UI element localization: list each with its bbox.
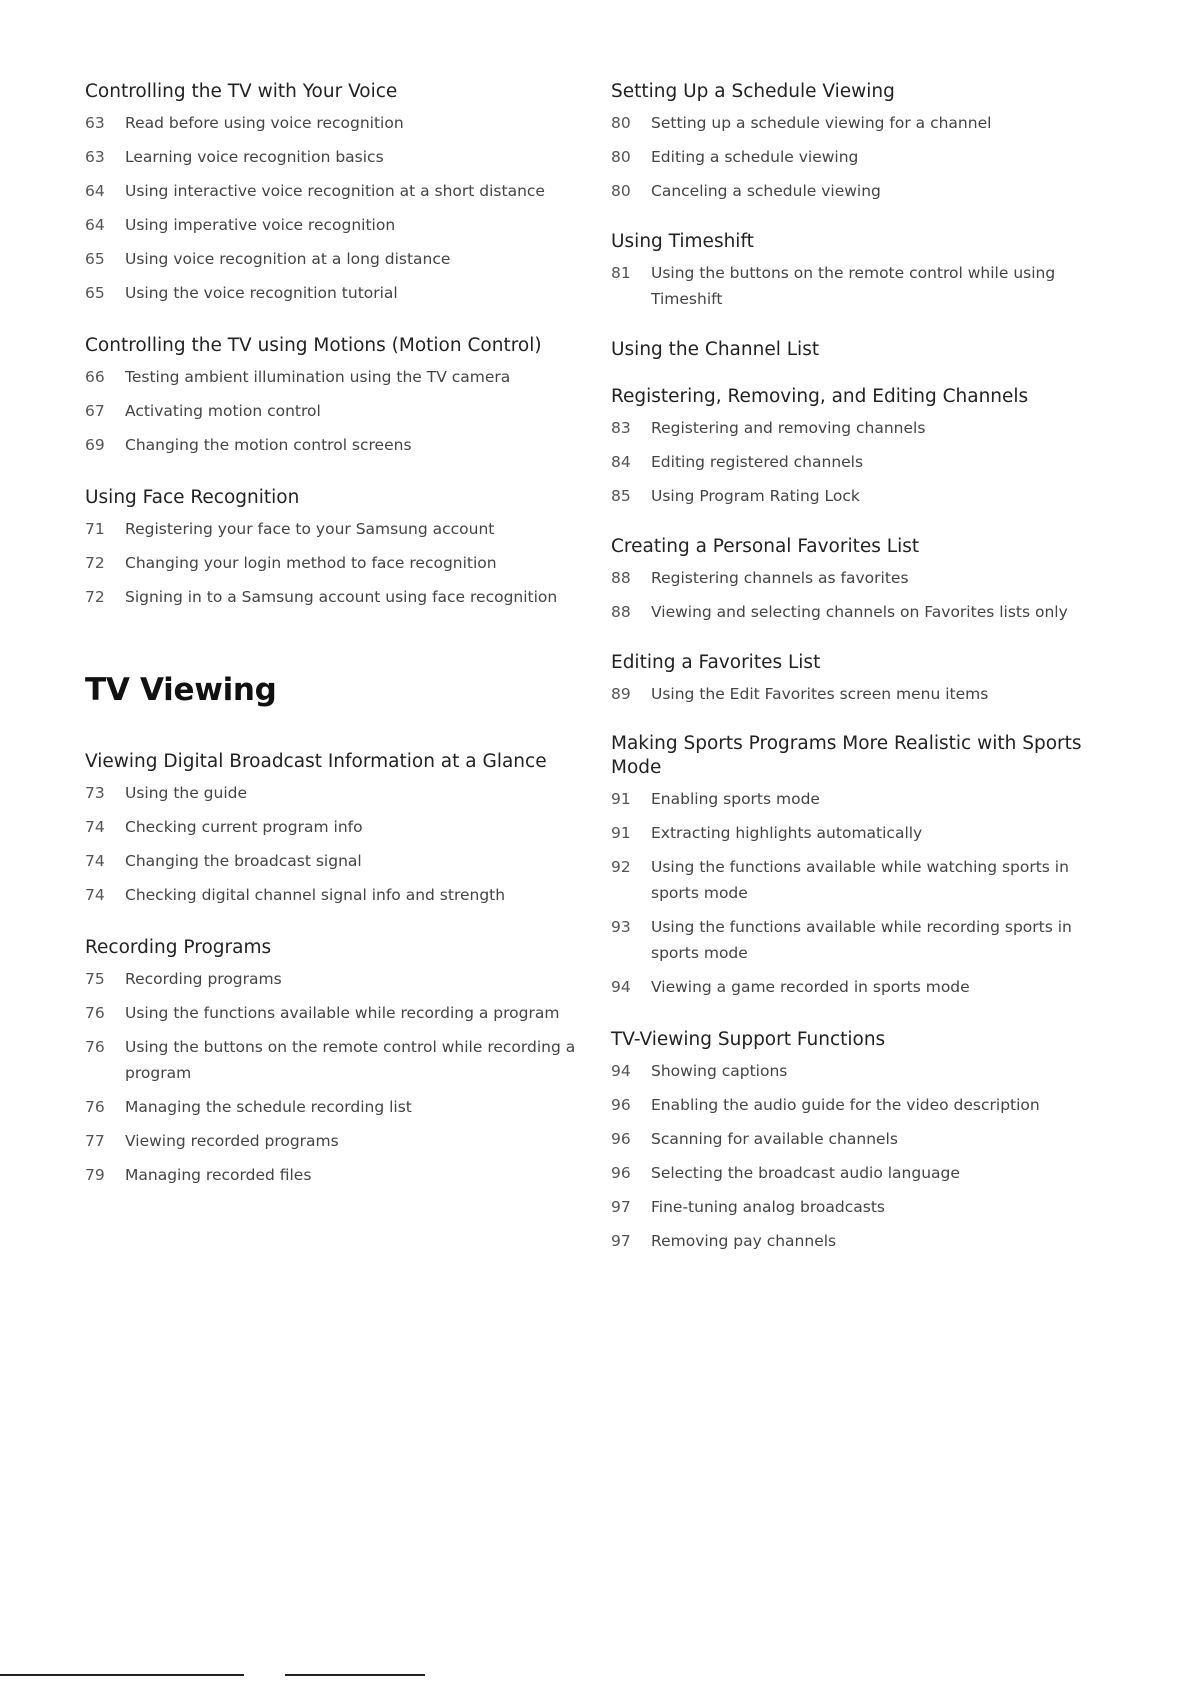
section-heading[interactable]: Recording Programs [85,937,272,958]
entry-title: Using the buttons on the remote control while recording a program [125,1038,576,1082]
page-number: 80 [611,182,631,200]
entry-title: Registering channels as favorites [651,569,909,587]
page-number: 64 [85,182,105,200]
toc-entry[interactable] [85,1128,585,1154]
toc-entry[interactable] [611,449,1091,475]
toc-section [611,535,1091,633]
entry-title: Using voice recognition at a long distance [125,250,451,268]
page-number: 74 [85,852,105,870]
toc-entry[interactable] [611,1058,1091,1084]
page-number: 91 [611,790,631,808]
toc-entry[interactable] [85,1094,585,1120]
page-number: 80 [611,148,631,166]
toc-section [611,732,1091,1008]
section-heading[interactable]: Viewing Digital Broadcast Information at a Glance [85,751,547,772]
page-number: 84 [611,453,631,471]
toc-entry[interactable] [85,780,585,806]
toc-section [611,651,1091,715]
toc-entry[interactable] [611,786,1091,812]
page-number: 85 [611,487,631,505]
toc-entry[interactable] [85,516,585,542]
entry-title: Using the functions available while watching sports in sports mode [651,858,1069,902]
entry-title: Changing the broadcast signal [125,852,362,870]
page-number: 72 [85,588,105,606]
entry-title: Registering and removing channels [651,419,926,437]
page-number: 76 [85,1004,105,1022]
page-number: 65 [85,284,105,302]
section-heading[interactable]: Controlling the TV using Motions (Motion Control) [85,335,542,356]
page-number: 93 [611,918,631,936]
toc-entry[interactable] [85,848,585,874]
footer-rule [285,1674,425,1676]
page-number: 83 [611,419,631,437]
toc-section [85,750,585,916]
section-heading[interactable]: Using Timeshift [611,231,754,252]
page-number: 88 [611,603,631,621]
entry-title: Editing registered channels [651,453,864,471]
entry-title: Registering your face to your Samsung account [125,520,495,538]
toc-entry[interactable] [85,398,585,424]
toc-entry[interactable] [611,974,1091,1000]
entry-title: Editing a schedule viewing [651,148,859,166]
entry-title: Removing pay channels [651,1232,837,1250]
entry-title: Using the Edit Favorites screen menu items [651,685,989,703]
page-number: 67 [85,402,105,420]
entry-title: Using the guide [125,784,248,802]
entry-title: Viewing a game recorded in sports mode [651,978,970,996]
page-number: 94 [611,1062,631,1080]
entry-title: Activating motion control [125,402,321,420]
section-heading[interactable]: Setting Up a Schedule Viewing [611,81,895,102]
toc-entry[interactable] [611,820,1091,846]
page-number: 63 [85,114,105,132]
toc-entry[interactable] [611,178,1091,204]
toc-entry[interactable] [611,110,1091,136]
toc-entry[interactable] [85,584,585,610]
toc-section [611,338,1091,368]
page-number: 74 [85,818,105,836]
entry-title: Canceling a schedule viewing [651,182,881,200]
toc-entry[interactable] [85,882,585,908]
page-number: 64 [85,216,105,234]
page-number: 79 [85,1166,105,1184]
page-number: 63 [85,148,105,166]
page-number: 96 [611,1096,631,1114]
toc-entry[interactable] [611,1160,1091,1186]
toc-entry[interactable] [85,364,585,390]
page-number: 97 [611,1198,631,1216]
entry-title: Setting up a schedule viewing for a channel [651,114,992,132]
toc-entry[interactable] [85,144,585,170]
section-heading[interactable]: TV-Viewing Support Functions [611,1029,886,1050]
entry-title: Changing the motion control screens [125,436,412,454]
entry-title: Using the functions available while recording a program [125,1004,560,1022]
page-number: 66 [85,368,105,386]
section-heading[interactable]: Using the Channel List [611,339,820,360]
toc-section [611,230,1091,320]
chapter-title: TV Viewing [85,672,277,708]
section-heading[interactable]: Creating a Personal Favorites List [611,536,920,557]
page-number: 76 [85,1098,105,1116]
page-number: 76 [85,1038,105,1056]
page-number: 88 [611,569,631,587]
toc-entry[interactable] [85,280,585,306]
page-number: 74 [85,886,105,904]
section-heading[interactable]: Editing a Favorites List [611,652,821,673]
entry-title: Scanning for available channels [651,1130,898,1148]
toc-entry[interactable] [611,599,1091,625]
toc-entry[interactable] [85,1034,585,1086]
toc-entry[interactable] [85,432,585,458]
page-number: 89 [611,685,631,703]
page-number: 65 [85,250,105,268]
entry-title: Testing ambient illumination using the TV camera [125,368,511,386]
entry-title: Selecting the broadcast audio language [651,1164,960,1182]
entry-title: Using the functions available while recording sports in sports mode [651,918,1072,962]
toc-entry[interactable] [611,1228,1091,1254]
entry-title: Viewing and selecting channels on Favorites lists only [651,603,1068,621]
page-number: 81 [611,264,631,282]
entry-title: Using interactive voice recognition at a short distance [125,182,545,200]
entry-title: Using the voice recognition tutorial [125,284,398,302]
toc-entry[interactable] [611,415,1091,441]
page-number: 96 [611,1164,631,1182]
entry-title: Managing the schedule recording list [125,1098,412,1116]
entry-title: Showing captions [651,1062,788,1080]
section-heading[interactable]: Controlling the TV with Your Voice [85,81,398,102]
toc-section [611,385,1091,517]
page-number: 72 [85,554,105,572]
toc-entry[interactable] [85,550,585,576]
toc-entry[interactable] [85,110,585,136]
toc-section [85,80,585,314]
toc-entry[interactable] [85,212,585,238]
entry-title: Recording programs [125,970,282,988]
page-number: 92 [611,858,631,876]
entry-title: Viewing recorded programs [125,1132,339,1150]
entry-title: Enabling the audio guide for the video description [651,1096,1040,1114]
page-number: 69 [85,436,105,454]
section-heading[interactable]: Using Face Recognition [85,487,300,508]
entry-title: Signing in to a Samsung account using face recognition [125,588,558,606]
page-number: 96 [611,1130,631,1148]
entry-title: Managing recorded files [125,1166,312,1184]
entry-title: Changing your login method to face recognition [125,554,497,572]
entry-title: Enabling sports mode [651,790,820,808]
entry-title: Read before using voice recognition [125,114,404,132]
toc-section [611,80,1091,212]
page-number: 75 [85,970,105,988]
toc-entry[interactable] [611,914,1091,966]
toc-entry[interactable] [85,1162,585,1188]
entry-title: Using the buttons on the remote control while using Timeshift [651,264,1056,308]
toc-entry[interactable] [85,246,585,272]
page-number: 80 [611,114,631,132]
page-number: 97 [611,1232,631,1250]
footer-rule [0,1674,244,1676]
toc-entry[interactable] [611,854,1091,906]
toc-entry[interactable] [85,1000,585,1026]
page-number: 71 [85,520,105,538]
toc-entry[interactable] [85,966,585,992]
page-number: 73 [85,784,105,802]
page-number: 77 [85,1132,105,1150]
entry-title: Using imperative voice recognition [125,216,396,234]
entry-title: Fine-tuning analog broadcasts [651,1198,885,1216]
entry-title: Checking digital channel signal info and strength [125,886,506,904]
toc-entry[interactable] [611,681,1091,707]
entry-title: Checking current program info [125,818,363,836]
toc-entry[interactable] [611,565,1091,591]
toc-section [85,334,585,466]
toc-section [611,1028,1091,1262]
toc-entry[interactable] [611,1092,1091,1118]
entry-title: Learning voice recognition basics [125,148,384,166]
toc-entry[interactable] [85,178,585,204]
entry-title: Extracting highlights automatically [651,824,923,842]
toc-section [85,936,585,1196]
toc-entry[interactable] [611,1126,1091,1152]
toc-entry[interactable] [611,144,1091,170]
section-heading[interactable]: Making Sports Programs More Realistic with Sports Mode [611,733,1082,778]
toc-entry[interactable] [611,1194,1091,1220]
toc-entry[interactable] [611,483,1091,509]
toc-entry[interactable] [611,260,1091,312]
section-heading[interactable]: Registering, Removing, and Editing Channels [611,386,1029,407]
toc-entry[interactable] [85,814,585,840]
entry-title: Using Program Rating Lock [651,487,860,505]
page-number: 94 [611,978,631,996]
toc-section [85,486,585,618]
page-number: 91 [611,824,631,842]
